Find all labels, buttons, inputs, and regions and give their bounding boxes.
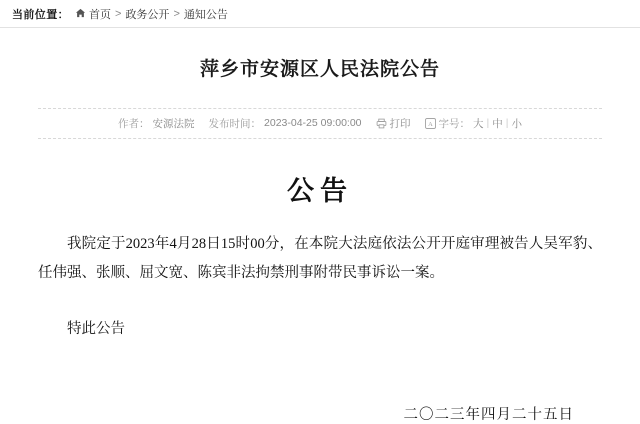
font-size-options xyxy=(473,116,522,131)
publish-time-meta xyxy=(209,116,362,131)
breadcrumb-label: 当前位置： xyxy=(12,8,69,21)
page-title: 萍乡市安源区人民法院公告 xyxy=(199,59,440,80)
print-label: 打印 xyxy=(389,117,411,130)
font-size-separator-2: | xyxy=(505,117,509,130)
font-size-separator-1: | xyxy=(486,117,490,130)
document-content xyxy=(0,57,640,424)
svg-text:A: A xyxy=(427,120,433,128)
breadcrumb-item-announcements[interactable]: 通知公告 xyxy=(183,8,228,21)
publish-time-label: 发布时间： xyxy=(208,117,262,130)
breadcrumb-separator-2: > xyxy=(173,7,180,20)
font-size-label: 字号： xyxy=(438,117,471,130)
breadcrumb-separator-1: > xyxy=(115,7,122,20)
printer-icon xyxy=(376,118,387,129)
author-label: 作者： xyxy=(118,117,150,130)
publish-time-value: 2023-04-25 09:00:00 xyxy=(264,117,362,130)
font-size-control xyxy=(425,116,522,131)
home-icon xyxy=(75,8,86,19)
font-size-small[interactable]: 小 xyxy=(511,117,522,130)
print-button[interactable] xyxy=(376,116,411,131)
font-size-large[interactable]: 大 xyxy=(473,117,484,130)
article-meta-bar xyxy=(38,108,602,139)
announcement-heading: 公告 xyxy=(287,175,353,206)
breadcrumb-item-home[interactable]: 首页 xyxy=(89,8,111,21)
announcement-closing: 特此公告 xyxy=(67,321,125,338)
announcement-paragraph: 我院定于2023年4月28日15时00分，在本院大法庭依法公开开庭审理被告人吴军豹、任伟强、张顺、屈文宽、陈宾非法拘禁刑事附带民事诉讼一案。 xyxy=(38,235,602,282)
font-size-icon xyxy=(425,118,436,129)
author-meta xyxy=(118,116,195,131)
author-value: 安源法院 xyxy=(152,117,195,130)
breadcrumb xyxy=(0,0,640,28)
announcement-date: 二〇二三年四月二十五日 xyxy=(403,406,574,423)
font-size-medium[interactable]: 中 xyxy=(492,117,503,130)
breadcrumb-item-government-affairs[interactable]: 政务公开 xyxy=(125,8,170,21)
